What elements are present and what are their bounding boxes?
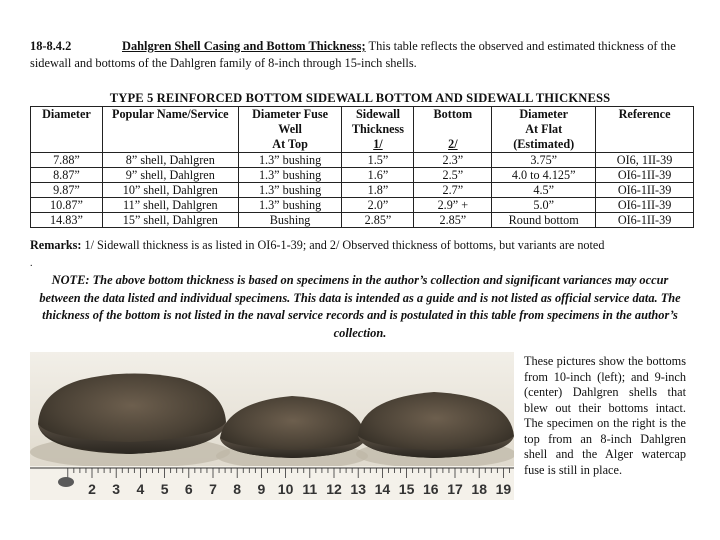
- section-header: [30, 38, 690, 72]
- col-header-popular-name: Popular Name/Service: [102, 107, 238, 153]
- ruler-label: 7: [209, 481, 217, 497]
- ruler-label: 12: [326, 481, 342, 497]
- table-cell: OI6-1II-39: [596, 183, 694, 198]
- thickness-table: [30, 106, 694, 228]
- shell-bottoms-photo: [30, 352, 514, 500]
- table-cell: 2.7”: [414, 183, 492, 198]
- table-cell: 1.8”: [342, 183, 414, 198]
- ruler-label: 11: [302, 481, 318, 497]
- ruler-label: 14: [374, 481, 391, 497]
- table-title: TYPE 5 REINFORCED BOTTOM SIDEWALL BOTTOM AND SIDEWALL THICKNESS: [109, 91, 611, 105]
- section-intro: This table reflects the observed and estimated thickness of the sidewall and bottoms of the Dahlgren family of 8-inch through 15-inch shells.: [30, 39, 676, 70]
- table-cell: 10.87”: [31, 198, 103, 213]
- table-body: [31, 153, 694, 228]
- ruler-label: 15: [398, 481, 415, 497]
- ruler-label: 4: [136, 481, 145, 497]
- ruler-label: 8: [233, 481, 242, 497]
- col-header-fuse-well: Diameter Fuse Well At Top: [238, 107, 342, 153]
- table-cell: Bushing: [238, 213, 342, 228]
- table-cell: 8.87”: [31, 168, 103, 183]
- table-cell: 2.0”: [342, 198, 414, 213]
- ruler-end-marker: [58, 477, 74, 487]
- col-header-diameter: Diameter: [31, 107, 103, 153]
- ruler: [30, 466, 514, 500]
- remarks: [30, 238, 710, 253]
- table-cell: 1.3” bushing: [238, 168, 342, 183]
- stray-mark: .: [30, 258, 33, 269]
- table-cell: 1.5”: [342, 153, 414, 168]
- ruler-label: 9: [257, 481, 266, 497]
- col-header-reference: Reference: [596, 107, 694, 153]
- table-cell: 7.88”: [31, 153, 103, 168]
- table-cell: 9” shell, Dahlgren: [102, 168, 238, 183]
- shell-bottoms-illustration: [30, 352, 514, 500]
- table-cell: OI6-1II-39: [596, 198, 694, 213]
- ruler-label: 5: [160, 481, 169, 497]
- note-paragraph: NOTE: The above bottom thickness is based on specimens in the author’s collection and significant variances may occur between the data listed and individual specimens. This data is intended as a guide and is not listed as official service data. The thickness of the bottom is not listed in the naval service records and is postulated in this table from specimens in the author’s collection.: [39, 273, 681, 340]
- table-cell: 1.3” bushing: [238, 183, 342, 198]
- ruler-label: 19: [495, 481, 512, 497]
- col-header-flat-diameter: Diameter At Flat (Estimated): [492, 107, 596, 153]
- table-cell: 1.3” bushing: [238, 198, 342, 213]
- table-cell: OI6, 1II-39: [596, 153, 694, 168]
- table-cell: 2.3”: [414, 153, 492, 168]
- table-cell: OI6-1II-39: [596, 213, 694, 228]
- table-cell: 8” shell, Dahlgren: [102, 153, 238, 168]
- table-row: [31, 183, 694, 198]
- table-cell: 4.5”: [492, 183, 596, 198]
- remarks-text: 1/ Sidewall thickness is as listed in OI6-1-39; and 2/ Observed thickness of bottoms, but variants are noted: [81, 238, 605, 252]
- section-number: 18-8.4.2: [30, 39, 72, 53]
- section-title: Dahlgren Shell Casing and Bottom Thickness;: [122, 39, 366, 53]
- ruler-label: 2: [88, 481, 96, 497]
- table-cell: 3.75”: [492, 153, 596, 168]
- table-cell: Round bottom: [492, 213, 596, 228]
- remarks-label: Remarks:: [30, 238, 82, 252]
- ruler-label: 13: [350, 481, 366, 497]
- table-cell: 2.9” +: [414, 198, 492, 213]
- table-cell: 10” shell, Dahlgren: [102, 183, 238, 198]
- table-cell: 5.0”: [492, 198, 596, 213]
- ruler-label: 17: [447, 481, 463, 497]
- ruler-label: 16: [423, 481, 439, 497]
- table-cell: 2.5”: [414, 168, 492, 183]
- table-cell: 1.6”: [342, 168, 414, 183]
- table-cell: 11” shell, Dahlgren: [102, 198, 238, 213]
- ruler-label: 3: [112, 481, 121, 497]
- table-row: [31, 168, 694, 183]
- table-cell: OI6-1II-39: [596, 168, 694, 183]
- table-header-row: [31, 107, 694, 153]
- ruler-label: 18: [471, 481, 487, 497]
- table-row: [31, 213, 694, 228]
- col-header-bottom: Bottom 2/: [414, 107, 492, 153]
- table-row: [31, 198, 694, 213]
- table-cell: 1.3” bushing: [238, 153, 342, 168]
- photo-caption: These pictures show the bottoms from 10-inch (left); and 9-inch (center) Dahlgren shells that blew out their bottoms intact. The specimen on the right is the top from an 8-inch Dahlgren shell and the Alger watercap fuse is still in place.: [524, 354, 686, 477]
- ruler-label: 6: [184, 481, 193, 497]
- table-cell: 4.0 to 4.125”: [492, 168, 596, 183]
- table-cell: 2.85”: [342, 213, 414, 228]
- col-header-sidewall: Sidewall Thickness 1/: [342, 107, 414, 153]
- table-cell: 14.83”: [31, 213, 103, 228]
- table-cell: 2.85”: [414, 213, 492, 228]
- ruler-label: 10: [277, 481, 294, 497]
- table-cell: 15” shell, Dahlgren: [102, 213, 238, 228]
- table-cell: 9.87”: [31, 183, 103, 198]
- table-row: [31, 153, 694, 168]
